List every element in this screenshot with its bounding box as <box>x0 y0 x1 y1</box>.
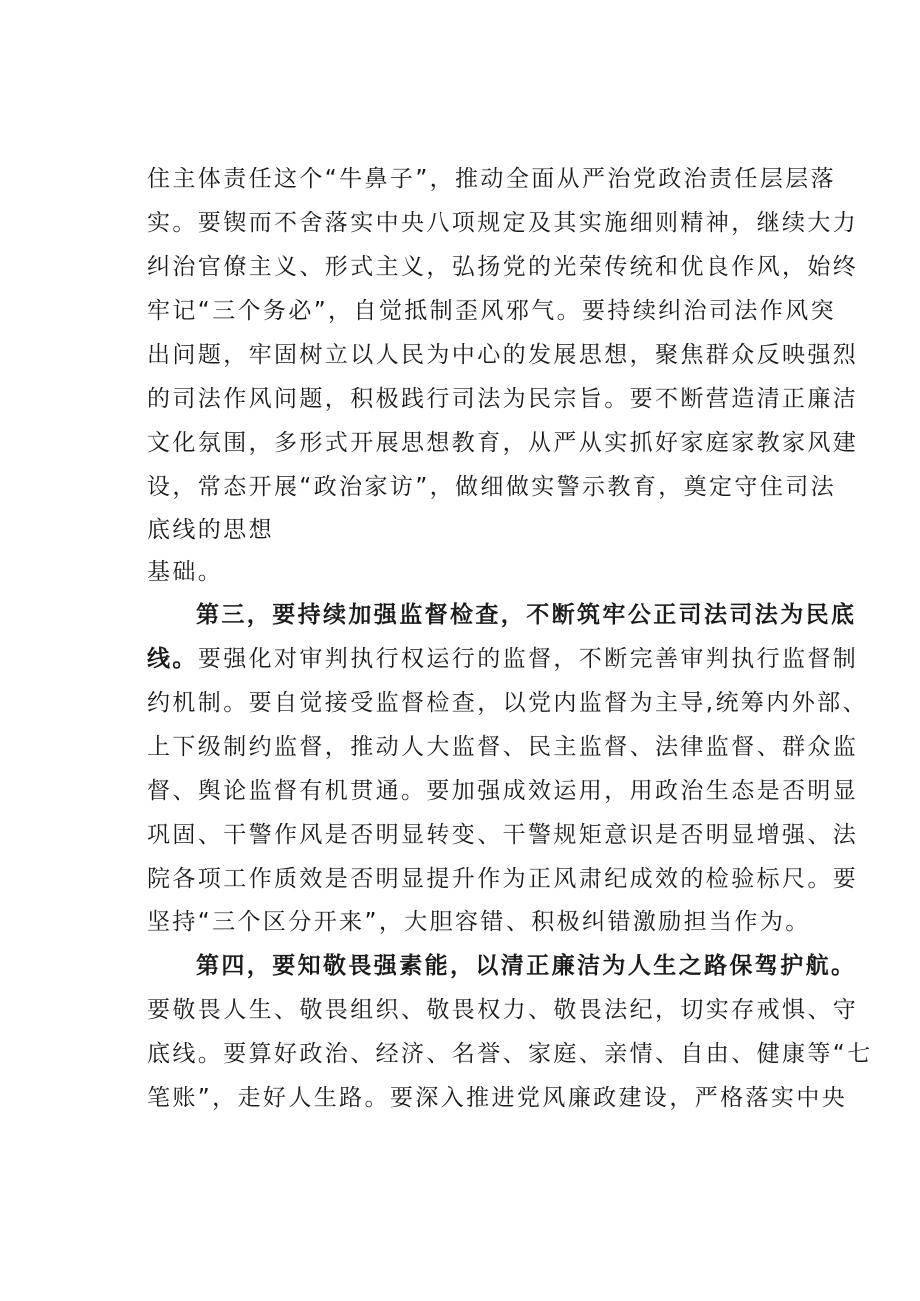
text-line: 基础。 <box>147 559 224 585</box>
text-line: 实。要锲而不舍落实中央八项规定及其实施细则精神，继续大力 <box>147 210 859 236</box>
text-line: 约机制。要自觉接受监督检查，以党内监督为主导,统筹内外部、 <box>147 690 868 716</box>
text-line-rest: 要强化对审判执行权运行的监督，不断完善审判执行监督制 <box>197 646 859 672</box>
text-line: 坚持“三个区分开来”，大胆容错、积极纠错激励担当作为。 <box>147 909 811 935</box>
section-heading-end: 线。 <box>147 646 198 672</box>
text-line: 住主体责任这个“牛鼻子”，推动全面从严治党政治责任层层落 <box>147 166 837 192</box>
text-line: 要敬畏人生、敬畏组织、敬畏权力、敬畏法纪，切实存戒惧、守 <box>147 997 859 1023</box>
text-line: 出问题，牢固树立以人民为中心的发展思想，聚焦群众反映强烈 <box>147 342 859 368</box>
text-line: 牢记“三个务必”，自觉抵制歪风邪气。要持续纠治司法作风突 <box>147 298 837 324</box>
text-line: 文化氛围，多形式开展思想教育，从严从实抓好家庭家教家风建 <box>147 430 859 456</box>
text-line: 底线。要算好政治、经济、名誉、家庭、亲情、自由、健康等“七 <box>147 1041 873 1067</box>
text-line: 上下级制约监督，推动人大监督、民主监督、法律监督、群众监 <box>147 734 859 760</box>
text-line: 底线的思想 <box>147 517 274 543</box>
text-line: 的司法作风问题，积极践行司法为民宗旨。要不断营造清正廉洁 <box>147 386 859 412</box>
text-line: 笔账”，走好人生路。要深入推进党风廉政建设，严格落实中央 <box>147 1085 848 1111</box>
section-heading: 第四，要知敬畏强素能，以清正廉洁为人生之路保驾护航。 <box>196 953 857 979</box>
text-line: 督、舆论监督有机贯通。要加强成效运用，用政治生态是否明显 <box>147 778 859 804</box>
section-heading: 第三，要持续加强监督检查，不断筑牢公正司法司法为民底 <box>196 602 857 628</box>
text-line: 纠治官僚主义、形式主义，弘扬党的光荣传统和优良作风，始终 <box>147 254 859 280</box>
text-line: 巩固、干警作风是否明显转变、干警规矩意识是否明显增强、法 <box>147 822 859 848</box>
text-line: 设，常态开展“政治家访”，做细做实警示教育，奠定守住司法 <box>147 474 837 500</box>
text-line <box>147 644 858 674</box>
text-line: 院各项工作质效是否明显提升作为正风肃纪成效的检验标尺。要 <box>147 866 859 892</box>
